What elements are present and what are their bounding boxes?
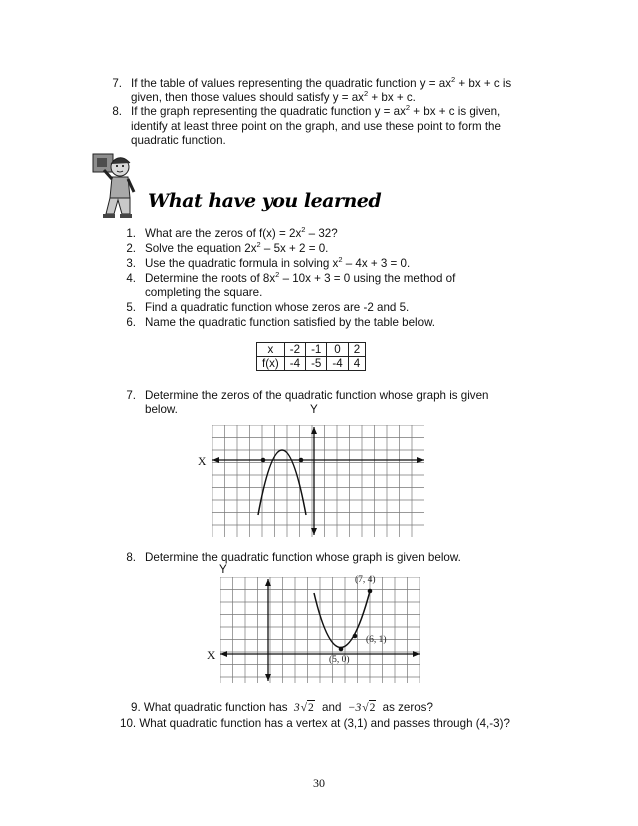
question-text: Find a quadratic function whose zeros are -2 and 5. <box>145 301 410 314</box>
graph1-x-label: X <box>198 455 207 468</box>
item-line: quadratic function. <box>131 134 226 147</box>
table-cell: -5 <box>306 357 327 371</box>
table-row <box>257 357 366 371</box>
item-line: given, then those values should satisfy $y = ax^2$ + bx + c. <box>131 89 416 104</box>
graph1-zero-point <box>261 458 266 463</box>
item-line: If the graph representing the quadratic function $y = ax^2$ + bx + c is given, <box>131 103 501 118</box>
question-text: below. <box>145 403 178 416</box>
table-header: f(x) <box>257 357 285 371</box>
question-10: 10. What quadratic function has a vertex at (3,1) and passes through (4,-3)? <box>120 717 510 730</box>
question-text-continued: completing the square. <box>145 286 263 299</box>
point-label: (7, 4) <box>355 575 376 585</box>
table-cell: 0 <box>327 343 348 357</box>
point-label: (6, 1) <box>366 635 387 645</box>
question-9: 9. What quadratic function has 3√2 and −3√2 as zeros? <box>131 701 433 714</box>
question-number: 4. <box>126 272 136 285</box>
question-text: Solve the equation $2x^2 - 5x + 2 = 0$. <box>145 240 329 255</box>
graph2-point <box>339 647 344 652</box>
point-label: (5, 0) <box>329 655 350 665</box>
table-cell: -4 <box>284 357 305 371</box>
page-number: 30 <box>313 776 325 790</box>
graph2-point <box>368 589 373 594</box>
question-number: 6. <box>126 316 136 329</box>
question-text: Name the quadratic function satisfied by the table below. <box>145 316 436 329</box>
question-text: Determine the roots of $8x^2 - 10x + 3 = 0$ using the method of <box>145 270 456 285</box>
question-number: 2. <box>126 242 136 255</box>
graph2-y-label: Y <box>219 563 227 576</box>
question-text: Use the quadratic formula in solving $x^2 - 4x + 3 = 0$. <box>145 255 411 270</box>
question-text: Determine the quadratic function whose graph is given below. <box>145 551 461 564</box>
graph1-y-label: Y <box>310 403 318 416</box>
question-number: 7. <box>126 389 136 402</box>
graph1-zeros-parabola <box>212 425 424 537</box>
graph2-parabola <box>314 591 370 648</box>
graph1-x-arrow-right-icon <box>417 457 424 463</box>
graph2-x-label: X <box>207 649 216 662</box>
table-cell: 2 <box>348 343 365 357</box>
table-cell: -1 <box>306 343 327 357</box>
student-carrying-box-icon <box>90 152 142 222</box>
table-header: x <box>257 343 285 357</box>
table-of-values <box>256 342 366 371</box>
graph2-vertex-parabola <box>220 577 420 683</box>
table-cell: -4 <box>327 357 348 371</box>
question-number: 5. <box>126 301 136 314</box>
table-row <box>257 343 366 357</box>
section-heading: What have you learned <box>148 190 382 212</box>
item-line: If the table of values representing the quadratic function $y = ax^2$ + bx + c is <box>131 75 512 90</box>
question-number: 8. <box>126 551 136 564</box>
item-number: 8. <box>112 105 122 118</box>
item-number: 7. <box>112 77 122 90</box>
question-text: What are the zeros of $f(x) = 2x^2 - 32$? <box>145 225 338 240</box>
question-text: Determine the zeros of the quadratic function whose graph is given <box>145 389 489 402</box>
graph1-x-arrow-left-icon <box>212 457 219 463</box>
question-number: 3. <box>126 257 136 270</box>
table-cell: -2 <box>284 343 305 357</box>
item-line: identify at least three point on the graph, and use these point to form the <box>131 120 501 133</box>
graph1-zero-point <box>299 458 304 463</box>
question-number: 1. <box>126 227 136 240</box>
table-cell: 4 <box>348 357 365 371</box>
graph2-point <box>353 634 358 639</box>
